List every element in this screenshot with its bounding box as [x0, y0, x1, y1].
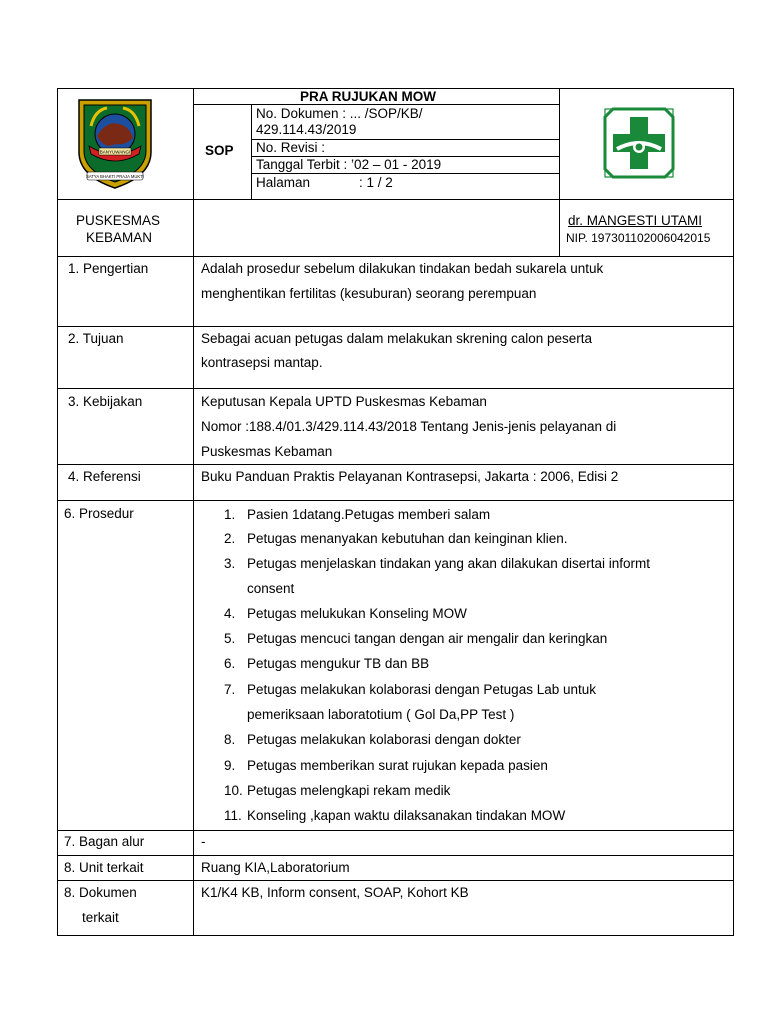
row-line-4	[57, 464, 734, 465]
kebijakan-text-line3: Puskesmas Kebaman	[201, 444, 333, 459]
referensi-label: 4. Referensi	[68, 469, 141, 484]
row-line-6	[57, 830, 734, 831]
row-line-3	[57, 388, 734, 389]
step-text: Petugas mencuci tangan dengan air mengalir dan keringkan	[247, 631, 608, 646]
page-label: Halaman	[256, 175, 311, 190]
org-name-line1: PUSKESMAS	[76, 213, 161, 228]
step-text: Petugas melengkapi rekam medik	[247, 783, 451, 798]
row-line-2	[57, 326, 734, 327]
step-text-continued: pemeriksaan laboratotium ( Gol Da,PP Test )	[247, 707, 515, 722]
step-number: 5.	[224, 631, 236, 646]
tujuan-text-line1: Sebagai acuan petugas dalam melakukan skrening calon peserta	[201, 331, 593, 346]
org-name-line2: KEBAMAN	[86, 230, 153, 245]
kebijakan-text-line1: Keputusan Kepala UPTD Puskesmas Kebaman	[201, 394, 487, 409]
step-text: Petugas melakukan kolaborasi dengan Petugas Lab untuk	[247, 682, 596, 697]
revision-field: No. Revisi :	[256, 140, 326, 155]
header-inner-divider	[251, 104, 252, 199]
row-line-8	[57, 880, 734, 881]
doc-number-line2: 429.114.43/2019	[256, 122, 357, 137]
step-number: 6.	[224, 656, 236, 671]
step-text: Petugas menjelaskan tindakan yang akan dilakukan disertai informt	[247, 556, 650, 571]
step-text: Pasien 1datang.Petugas memberi salam	[247, 507, 491, 522]
header-box-bottom	[57, 199, 734, 200]
kebijakan-label: 3. Kebijakan	[68, 394, 143, 409]
step-text-continued: consent	[247, 581, 295, 596]
step-number: 4.	[224, 606, 236, 621]
column-divider	[193, 88, 194, 936]
header-right-divider	[559, 88, 560, 256]
dokumen-terkait-label-line2: terkait	[82, 910, 119, 925]
tanggal-underline	[251, 173, 560, 174]
unit-terkait-label: 8. Unit terkait	[64, 860, 144, 875]
pengertian-text-line1: Adalah prosedur sebelum dilakukan tindakan bedah sukarela untuk	[201, 261, 604, 276]
tujuan-label: 2. Tujuan	[68, 331, 124, 346]
step-number: 8.	[224, 732, 236, 747]
dokumen-terkait-label-line1: 8. Dokumen	[64, 885, 137, 900]
step-text: Petugas melakukan kolaborasi dengan dokter	[247, 732, 521, 747]
step-number: 1.	[224, 507, 236, 522]
signer-name: dr. MANGESTI UTAMI	[568, 213, 703, 228]
sop-label: SOP	[205, 143, 234, 158]
document-title: PRA RUJUKAN MOW	[300, 89, 436, 104]
kebijakan-text-line2: Nomor :188.4/01.3/429.114.43/2018 Tentang Jenis-jenis pelayanan di	[201, 419, 617, 434]
row-line-7	[57, 855, 734, 856]
referensi-text: Buku Panduan Praktis Pelayanan Kontrasepsi, Jakarta : 2006, Edisi 2	[201, 469, 619, 484]
doc-number-line1: No. Dokumen : ... /SOP/KB/	[256, 106, 423, 121]
step-number: 2.	[224, 531, 236, 546]
pengertian-text-line2: menghentikan fertilitas (kesuburan) seorang perempuan	[201, 286, 537, 301]
dokumen-terkait-text: K1/K4 KB, Inform consent, SOAP, Kohort KB	[201, 885, 469, 900]
banyuwangi-emblem-icon	[73, 96, 157, 190]
puskesmas-cross-icon	[603, 107, 675, 179]
tujuan-text-line2: kontrasepsi mantap.	[201, 355, 323, 370]
table-border-bottom	[57, 935, 734, 936]
step-number: 7.	[224, 682, 236, 697]
row-line-5	[57, 500, 734, 501]
title-underline	[193, 104, 560, 105]
page-value: : 1 / 2	[359, 175, 393, 190]
table-border-left	[57, 88, 58, 936]
table-border-right	[733, 88, 734, 936]
step-text: Petugas melukukan Konseling MOW	[247, 606, 467, 621]
signer-nip: NIP. 197301102006042015	[566, 231, 711, 245]
step-text: Petugas mengukur TB dan BB	[247, 656, 430, 671]
step-number: 3.	[224, 556, 236, 571]
step-text: Konseling ,kapan waktu dilaksanakan tindakan MOW	[247, 808, 566, 823]
unit-terkait-text: Ruang KIA,Laboratorium	[201, 860, 350, 875]
prosedur-label: 6. Prosedur	[64, 506, 134, 521]
bagan-alur-text: -	[201, 834, 206, 849]
step-text: Petugas menanyakan kebutuhan dan keinginan klien.	[247, 531, 568, 546]
bagan-alur-label: 7. Bagan alur	[64, 834, 145, 849]
step-text: Petugas memberikan surat rujukan kepada pasien	[247, 758, 548, 773]
step-number: 9.	[224, 758, 236, 773]
pengertian-label: 1. Pengertian	[68, 261, 149, 276]
step-number: 11.	[224, 808, 242, 823]
issue-date-field: Tanggal Terbit : ’02 – 01 - 2019	[256, 157, 442, 172]
step-number: 10.	[224, 783, 243, 798]
emblem-ribbon-text: BANYUWANGI	[99, 149, 131, 155]
row-line-1	[57, 256, 734, 257]
emblem-motto-text: SATYA BHAKTI PRAJA MUKTI	[86, 174, 144, 179]
